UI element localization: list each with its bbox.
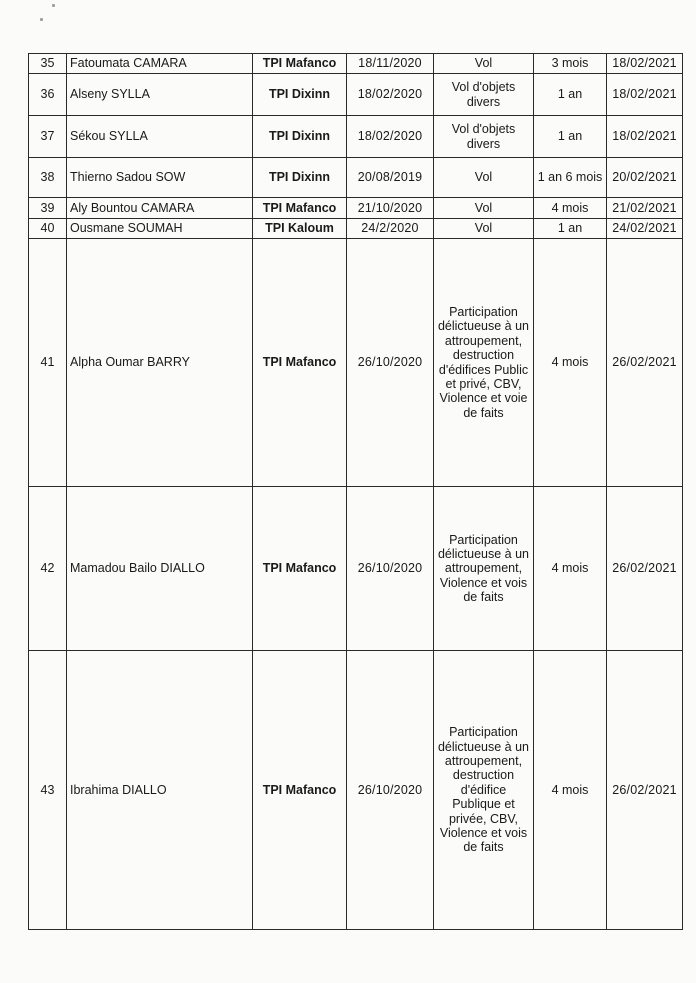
table-row (29, 219, 683, 239)
offense: Participation délictueuse à un attroupement, destruction d'édifice Publique et privée, CBV, Violence et vois de faits (434, 651, 534, 930)
row-number: 37 (29, 116, 67, 158)
court-name: TPI Mafanco (253, 198, 347, 219)
sentence-duration: 4 mois (534, 239, 607, 487)
row-number: 39 (29, 198, 67, 219)
release-date: 18/02/2021 (607, 116, 683, 158)
detention-date: 18/02/2020 (347, 116, 434, 158)
table-row (29, 487, 683, 651)
sentence-duration: 1 an 6 mois (534, 158, 607, 198)
detention-date: 21/10/2020 (347, 198, 434, 219)
detention-date: 26/10/2020 (347, 487, 434, 651)
row-number: 42 (29, 487, 67, 651)
release-date: 26/02/2021 (607, 487, 683, 651)
detention-date: 26/10/2020 (347, 651, 434, 930)
person-name: Sékou SYLLA (67, 116, 253, 158)
person-name: Ibrahima DIALLO (67, 651, 253, 930)
scan-speck (40, 18, 43, 21)
row-number: 40 (29, 219, 67, 239)
person-name: Mamadou Bailo DIALLO (67, 487, 253, 651)
person-name: Ousmane SOUMAH (67, 219, 253, 239)
court-name: TPI Kaloum (253, 219, 347, 239)
detention-date: 26/10/2020 (347, 239, 434, 487)
court-name: TPI Mafanco (253, 239, 347, 487)
offense: Vol (434, 198, 534, 219)
court-name: TPI Dixinn (253, 158, 347, 198)
sentence-duration: 4 mois (534, 487, 607, 651)
release-date: 18/02/2021 (607, 74, 683, 116)
table-row (29, 198, 683, 219)
release-date: 24/02/2021 (607, 219, 683, 239)
release-date: 20/02/2021 (607, 158, 683, 198)
court-name: TPI Mafanco (253, 54, 347, 74)
sentence-duration: 1 an (534, 116, 607, 158)
court-name: TPI Dixinn (253, 74, 347, 116)
sentence-duration: 3 mois (534, 54, 607, 74)
person-name: Aly Bountou CAMARA (67, 198, 253, 219)
sentence-duration: 4 mois (534, 651, 607, 930)
release-date: 26/02/2021 (607, 651, 683, 930)
offense: Participation délictueuse à un attroupement, Violence et vois de faits (434, 487, 534, 651)
court-name: TPI Dixinn (253, 116, 347, 158)
release-date: 26/02/2021 (607, 239, 683, 487)
row-number: 35 (29, 54, 67, 74)
detention-date: 18/11/2020 (347, 54, 434, 74)
table-row (29, 239, 683, 487)
person-name: Thierno Sadou SOW (67, 158, 253, 198)
row-number: 38 (29, 158, 67, 198)
person-name: Alpha Oumar BARRY (67, 239, 253, 487)
sentence-duration: 1 an (534, 219, 607, 239)
sentence-duration: 4 mois (534, 198, 607, 219)
offense: Vol (434, 158, 534, 198)
detention-date: 24/2/2020 (347, 219, 434, 239)
offense: Vol d'objets divers (434, 116, 534, 158)
table-row (29, 74, 683, 116)
table-row (29, 54, 683, 74)
offense: Vol (434, 54, 534, 74)
detainee-table (28, 53, 683, 930)
offense: Vol d'objets divers (434, 74, 534, 116)
release-date: 21/02/2021 (607, 198, 683, 219)
court-name: TPI Mafanco (253, 487, 347, 651)
detention-date: 18/02/2020 (347, 74, 434, 116)
row-number: 41 (29, 239, 67, 487)
person-name: Alseny SYLLA (67, 74, 253, 116)
release-date: 18/02/2021 (607, 54, 683, 74)
detention-date: 20/08/2019 (347, 158, 434, 198)
person-name: Fatoumata CAMARA (67, 54, 253, 74)
offense: Participation délictueuse à un attroupement, destruction d'édifices Public et privé, CBV, Violence et voie de faits (434, 239, 534, 487)
table-row (29, 651, 683, 930)
offense: Vol (434, 219, 534, 239)
table-row (29, 116, 683, 158)
table-row (29, 158, 683, 198)
row-number: 36 (29, 74, 67, 116)
court-name: TPI Mafanco (253, 651, 347, 930)
scan-speck (52, 4, 55, 7)
row-number: 43 (29, 651, 67, 930)
sentence-duration: 1 an (534, 74, 607, 116)
